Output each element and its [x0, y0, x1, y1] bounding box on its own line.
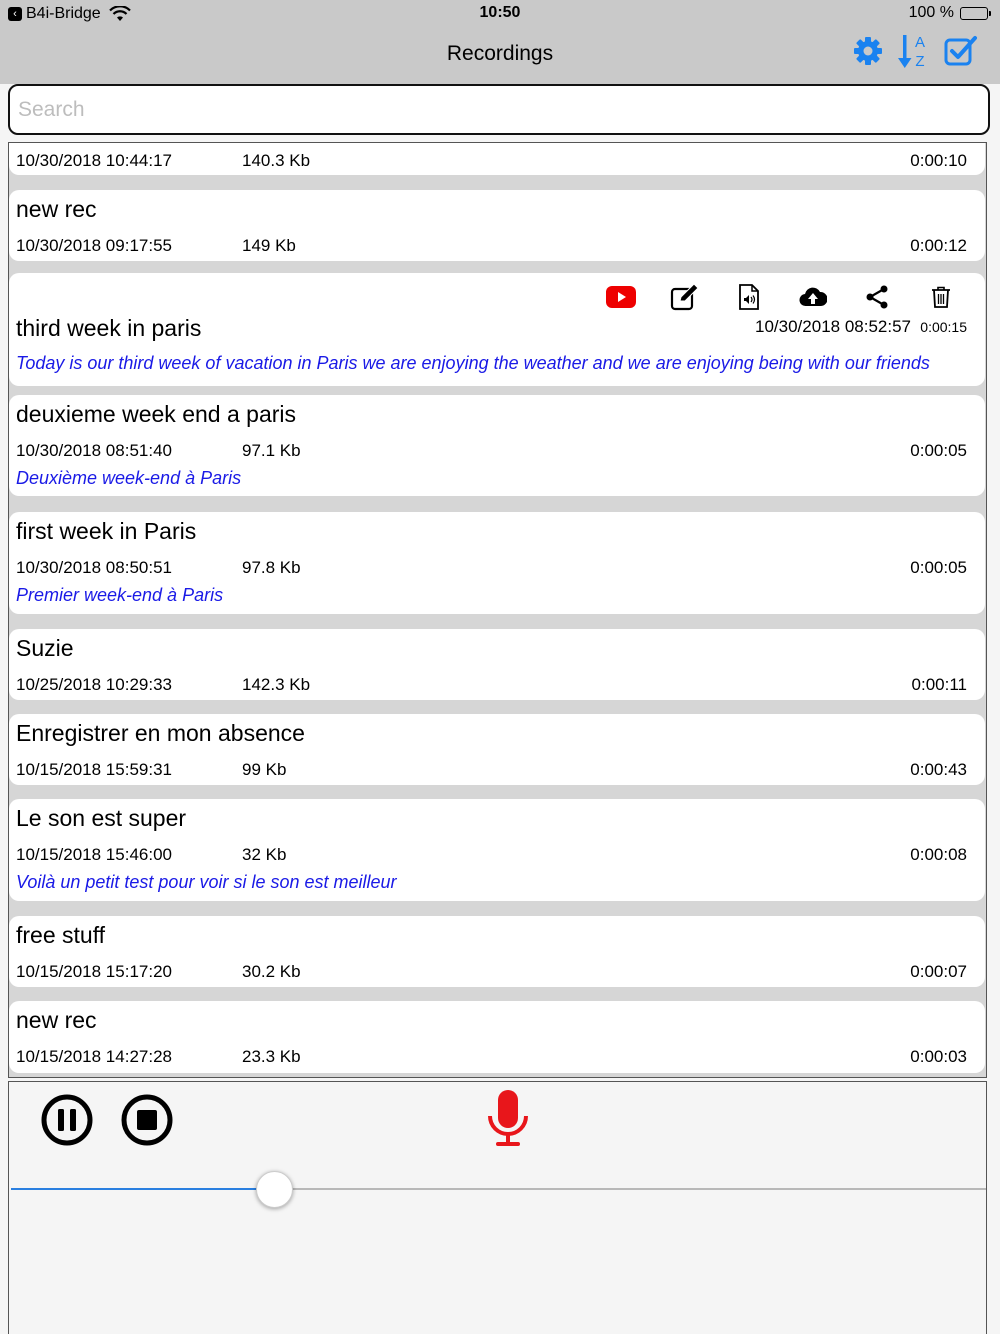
recording-title: free stuff	[16, 922, 106, 948]
stop-icon	[121, 1094, 173, 1146]
checkbox-checked-icon[interactable]	[944, 35, 978, 67]
svg-text:Z: Z	[915, 53, 925, 70]
recording-duration: 0:00:10	[910, 151, 967, 170]
youtube-button[interactable]	[589, 281, 653, 313]
recording-size: 142.3 Kb	[242, 675, 311, 694]
svg-text:A: A	[914, 34, 926, 51]
sort-az-icon[interactable]	[898, 32, 930, 70]
page-title: Recordings	[446, 42, 554, 65]
recording-date: 10/15/2018 15:17:20	[16, 962, 172, 981]
recording-date: 10/30/2018 10:44:17	[16, 151, 172, 170]
recording-date: 10/30/2018 08:50:51	[16, 558, 172, 577]
recording-title: new rec	[16, 196, 97, 222]
recording-date: 10/25/2018 10:29:33	[16, 675, 172, 694]
recording-date: 10/15/2018 15:59:31	[16, 760, 172, 779]
seek-slider-progress	[11, 1188, 274, 1190]
recording-duration: 0:00:05	[910, 558, 967, 577]
list-item[interactable]	[9, 799, 985, 901]
share-icon	[865, 285, 889, 309]
recording-duration: 0:00:08	[910, 845, 967, 864]
recording-date: 10/30/2018 08:51:40	[16, 441, 172, 460]
list-item[interactable]	[9, 142, 985, 175]
cloud-upload-icon	[799, 286, 827, 308]
recording-size: 30.2 Kb	[242, 962, 301, 981]
recording-title: Le son est super	[16, 805, 187, 831]
list-item[interactable]	[9, 714, 985, 785]
list-item[interactable]	[9, 629, 985, 700]
record-button[interactable]	[487, 1090, 529, 1153]
list-item[interactable]	[9, 395, 985, 496]
recording-date: 10/30/2018 08:52:57	[755, 317, 911, 336]
edit-icon	[670, 283, 700, 311]
recording-size: 97.1 Kb	[242, 441, 301, 460]
trash-icon	[931, 286, 951, 308]
back-arrow-icon[interactable]: ‹	[8, 7, 22, 21]
gear-icon[interactable]	[852, 35, 884, 67]
recording-date: 10/15/2018 14:27:28	[16, 1047, 172, 1066]
edit-button[interactable]	[653, 281, 717, 313]
recording-duration: 0:00:11	[911, 675, 967, 694]
battery-icon	[960, 7, 988, 20]
recording-duration: 0:00:03	[910, 1047, 967, 1066]
seek-slider-thumb[interactable]	[256, 1171, 293, 1208]
recording-duration: 0:00:15	[920, 319, 967, 335]
recording-duration: 0:00:12	[910, 236, 967, 255]
battery-percent: 100 %	[908, 4, 954, 21]
search-input[interactable]	[8, 84, 990, 135]
status-time: 10:50	[479, 4, 521, 21]
carrier-label: B4i-Bridge	[26, 5, 101, 22]
player-panel	[8, 1081, 987, 1334]
recording-size: 140.3 Kb	[242, 151, 311, 170]
recording-transcript: Premier week-end à Paris	[16, 585, 224, 605]
recording-transcript: Deuxième week-end à Paris	[16, 468, 242, 488]
list-item[interactable]	[9, 512, 985, 614]
recording-date: 10/30/2018 09:17:55	[16, 236, 172, 255]
cloud-upload-button[interactable]	[781, 281, 845, 313]
recording-duration: 0:00:07	[910, 962, 967, 981]
audio-file-button[interactable]	[717, 281, 781, 313]
recording-title: Enregistrer en mon absence	[16, 720, 305, 746]
recording-title: Suzie	[16, 635, 74, 661]
recording-title: new rec	[16, 1007, 97, 1033]
list-item[interactable]	[9, 1001, 985, 1073]
delete-button[interactable]	[909, 281, 973, 313]
pause-icon	[41, 1094, 93, 1146]
microphone-icon	[487, 1090, 529, 1148]
recording-transcript: Voilà un petit test pour voir si le son est meilleur	[16, 872, 397, 892]
pause-button[interactable]	[41, 1094, 93, 1146]
recording-title: third week in paris	[16, 315, 202, 341]
top-bar	[0, 0, 1000, 84]
share-button[interactable]	[845, 281, 909, 313]
recording-size: 99 Kb	[242, 760, 287, 779]
recording-size: 32 Kb	[242, 845, 287, 864]
list-item-selected[interactable]	[9, 273, 985, 386]
recording-title: first week in Paris	[16, 518, 197, 544]
recording-duration: 0:00:05	[910, 441, 967, 460]
recording-size: 149 Kb	[242, 236, 296, 255]
nav-actions	[852, 32, 978, 70]
recordings-list[interactable]	[8, 142, 987, 1078]
youtube-icon	[606, 286, 636, 308]
recording-size: 23.3 Kb	[242, 1047, 301, 1066]
recording-size: 97.8 Kb	[242, 558, 301, 577]
recording-transcript: Today is our third week of vacation in Paris we are enjoying the weather and we are enjoying being with our friends	[16, 353, 930, 373]
recording-duration: 0:00:43	[910, 760, 967, 779]
recording-actions	[589, 281, 973, 313]
seek-slider[interactable]	[11, 1188, 986, 1190]
recording-date: 10/15/2018 15:46:00	[16, 845, 172, 864]
list-item[interactable]	[9, 190, 985, 261]
recording-title: deuxieme week end a paris	[16, 401, 296, 427]
audio-file-icon	[738, 284, 760, 310]
list-item[interactable]	[9, 916, 985, 987]
stop-button[interactable]	[121, 1094, 173, 1146]
status-battery	[909, 4, 988, 22]
